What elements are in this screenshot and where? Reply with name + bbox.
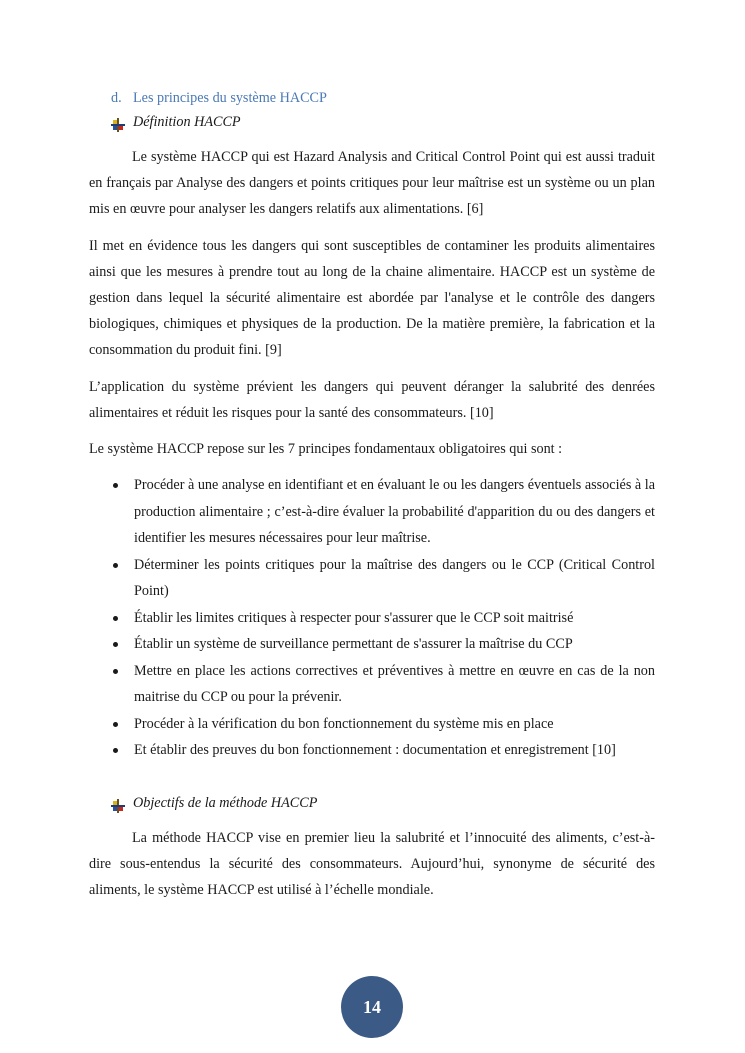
paragraph: La méthode HACCP vise en premier lieu la salubrité et l’innocuité des aliments, c’est-à-dire sous-entendus la sécurité des consommateurs. Aujourd’hui, synonyme de sécurité des aliments, le système HACCP est utilisé à l’échelle mondiale. [89, 829, 655, 899]
cross-bullet-icon [111, 796, 133, 810]
page-content [89, 87, 655, 903]
list-item: Procéder à la vérification du bon fonctionnement du système mis en place [89, 711, 655, 738]
list-item: Mettre en place les actions correctives et préventives à mettre en œuvre en cas de la non maitrise du CCP ou pour la prévenir. [89, 658, 655, 711]
list-item: Établir un système de surveillance permettant de s'assurer la maîtrise du CCP [89, 631, 655, 658]
list-item: Établir les limites critiques à respecter pour s'assurer que le CCP soit maitrisé [89, 605, 655, 632]
section-heading [111, 87, 655, 109]
cross-bullet-icon [111, 115, 133, 129]
bullet-icon [113, 669, 118, 674]
list-item: Et établir des preuves du bon fonctionnement : documentation et enregistrement [10] [89, 737, 655, 764]
bullet-icon [113, 722, 118, 727]
bullet-icon [113, 616, 118, 621]
subheading-text: Définition HACCP [133, 114, 241, 130]
list-item: Déterminer les points critiques pour la maîtrise des dangers ou le CCP (Critical Control Point) [89, 552, 655, 605]
paragraph: Le système HACCP repose sur les 7 principes fondamentaux obligatoires qui sont : [89, 441, 563, 458]
list-item: Procéder à une analyse en identifiant et en évaluant le ou les dangers éventuels associés à la production alimentaire ; c’est-à-dire évaluer la probabilité d'apparition du ou des dangers et identifier les mesures nécessaires pour leur maîtrise. [89, 472, 655, 552]
bullet-icon [113, 642, 118, 647]
bullet-icon [113, 563, 118, 568]
subheading-text: Objectifs de la méthode HACCP [133, 794, 318, 811]
subheading-definition [111, 109, 655, 135]
section-letter: d. [111, 90, 122, 106]
bullet-icon [113, 748, 118, 753]
page-number-badge: 14 [341, 976, 403, 1038]
bullet-icon [113, 483, 118, 488]
paragraph: L’application du système prévient les dangers qui peuvent déranger la salubrité des denrées alimentaires et réduit les risques pour la santé des consommateurs. [10] [89, 378, 655, 421]
paragraph: Il met en évidence tous les dangers qui sont susceptibles de contaminer les produits alimentaires ainsi que les mesures à prendre tout au long de la chaine alimentaire. HACCP est un système de gestion dans lequel la sécurité alimentaire est abordée par l'analyse et le contrôle des dangers biologiques, chimiques et physiques de la production. De la matière première, la fabrication et la consommation du produit fini. [9] [89, 237, 655, 359]
paragraph: Le système HACCP qui est Hazard Analysis and Critical Control Point qui est aussi traduit en français par Analyse des dangers et points critiques pour leur maîtrise est un système ou un plan mis en œuvre pour analyser les dangers relatifs aux alimentations. [6] [89, 149, 655, 218]
section-title: Les principes du système HACCP [133, 90, 327, 106]
principles-list [89, 472, 655, 764]
subheading-objectives [111, 790, 655, 816]
